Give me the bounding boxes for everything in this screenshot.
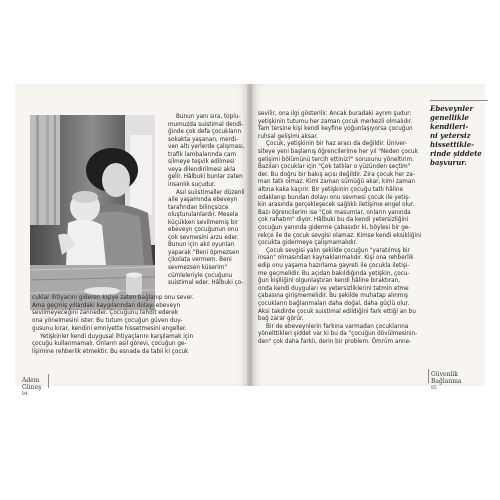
section-title: Güvenlik Bağlanma [431,371,462,385]
text-line: yönelttikleri şiddet var ki bu da "çocuğun dövülmesinin- [258,331,418,338]
text-line: Bazı öğrencilerim ise "Çok masumlar, onların yanında [258,209,411,216]
text-line: sevmezsen küserim" [168,265,227,271]
text-line: çocuğu kullanmamalı. Onların asıl görevi, çocuğun ge- [32,341,187,348]
text-line: silmeye teşvik edilmesi [168,159,235,166]
text-line: sokakta yaşanan, merdi- [168,136,239,143]
pull-quote: Ebeveynler genellikle kendileri- ni yetersiz hissettikle- rinde şiddete başvurur. [430,104,482,167]
text-line: Bir de ebeveynlerin farkına varmadan çocuklarına [266,323,409,330]
text-line: man tatlı olmaz. Kimi zaman sümüğü akar, kimi zaman [258,179,415,186]
text-line: çocukların bağlanmaları daha doğal, daha güçlü olur. [258,301,410,307]
text-line: onda kendi duyguları ve yetersizliklerini tatmin etme [258,285,409,292]
text-line: ven altı yerlerde çalışması, [168,144,245,151]
text-line: aile yaşamında ebeveyn [168,197,238,204]
text-line: ğun kişiliğini olgunlaştıran kendi hâline bıraktıran, [258,278,401,285]
text-line: çabasına girişmemelidir. Bu şekilde muhatap alınmış [258,293,408,300]
text-line: Ama geçmiş yıllardaki kaygılarından dolayı ebeveyn [32,302,181,309]
text-line: çocukta gidermeye çalışmamalıdır. [258,240,358,247]
footer-divider-left [48,374,49,388]
text-line: çok rahatım" diyor. Hâlbuki bu da kendi yetersizliğini [258,217,409,224]
text-line: me geçmelidir. Bu açıdan bakıldığında yetişkin, çocu- [258,270,410,277]
text-line: Bunun için akıl oyunları [168,242,235,249]
page-number-left: 84 [22,392,28,397]
text-line: Bunun yanı sıra, toplu- [176,114,241,120]
text-line: lişimine rehberlik etmektir. Bu esnada da tabii ki çocuk [32,348,189,355]
text-line: Çocuk, yetişkinin bir haz aracı da değildir. Üniver- [266,141,407,148]
text-line: der. Bu doğru bir bakış açısı değildir. Zira çocuk her za- [258,171,415,178]
author-name: Adem Güneş [22,377,42,391]
text-line: odaklanıp bundan dolayı onu sevmesi çocuk ile yetiş- [258,194,411,201]
text-line: edip onu yaşama hazırlama gayreti ile çocukla iletişi- [258,263,410,269]
text-line: rekçe ile de çocuk sevgisi olamaz. Kimse kendi eksikliğini [258,232,422,239]
text-line: oluşturulanlardır. Mesela [168,212,238,219]
text-line: tarafından bilinçsizce [168,204,229,211]
text-line: gelişimi bölümünü tercih ettiniz?" sorusunu yöneltirim. [258,156,414,163]
text-line: yaparak "Beni öpmezsen [168,249,240,256]
text-line: Tam tersine kişi kendi keyfine yoğunlaşıyorsa çocuğun [258,126,413,133]
text-line: ona yönelmesini ister. Bu tutum çocuğun güven duy- [32,318,183,325]
text-line: kin arasında gerçekleşecek sağlıklı iletişime engel olur. [258,202,415,209]
text-line: cuklar ihtiyacını gideren kişiye zaten bağlanıp onu sever. [32,295,194,301]
mother-baby-photo [30,115,155,310]
text-line: çikolata vermem. Beni [168,257,232,264]
page-number-right: 85 [431,386,437,391]
footer-divider-right [428,369,429,383]
text-line: gusunu kırar, kendini emniyette hissetmesini engeller. [32,325,187,332]
pull-quote-rule [430,100,488,101]
photo-illustration [30,115,155,310]
text-line: altına kaka kaçırır. Bir yetişkinin çocuğu tatlı hâline [258,187,404,193]
text-line: çok sevmesini arzu eder. [168,234,239,241]
text-line: ruhsal gelişimi aksar. [258,133,318,140]
text-line: ğinde çok defa çocukların [168,129,242,136]
text-line: veya dilendirilmesi akla [168,166,236,173]
text-line: çocuğun yanında giderme çabasıdır ki, böylesi bir ge- [258,225,411,231]
text-line: gelir. Hâlbuki bunlar zaten [168,174,243,181]
text-line: Çocuk sevgisi yalın şekilde çocuğun "yaratılmış bir [266,247,410,254]
text-line: mumuzda suistimal dendi- [168,121,244,128]
text-line: sevilir, ona ilgi gösterilir. Ancak buradaki ayrım şudur: [258,111,412,117]
text-line: trafik lambalarında cam [168,151,237,158]
text-line: suistimal eder. Hâlbuki ço- [168,280,244,287]
text-line: Yetişkinler kendi duygusal ihtiyaçlarını karşılamak için [40,333,194,340]
text-line: Aksi takdirde çocuk suistimal edildiğini fark ettiği an bu [258,308,416,315]
text-line: insanlık suçudur. [168,181,216,188]
text-line: sevilmeyeceğini zanneder. Çocuğunu tehdit ederek [32,310,179,317]
text-line: ebeveyn çocuğunun onu [168,227,239,234]
text-line: küçükken sevilmemiş bir [168,219,239,226]
text-line: den" çok daha farklı, derin bir problem. Ömrüm anne- [258,339,412,345]
text-line: Bazıları çocuklar için "Çok tatlılar o yüzünden seçtim" [258,164,411,171]
book-spine [247,84,253,386]
text-line: bağ zarar görür. [258,316,304,323]
text-line: insan" olmasından kaynaklanmalıdır. Kişi ona rehberlik [258,255,414,262]
text-line: cümleleriyle çocuğunu [168,272,233,279]
text-line: yetişkinin tutumu her zaman çocuk merkezli olmalıdır. [258,118,413,125]
text-line: Asıl suiistimaller düzenli [176,189,245,196]
text-line: siteye yeni başlamış öğrencilerime her yıl "Neden çocuk [258,149,418,155]
